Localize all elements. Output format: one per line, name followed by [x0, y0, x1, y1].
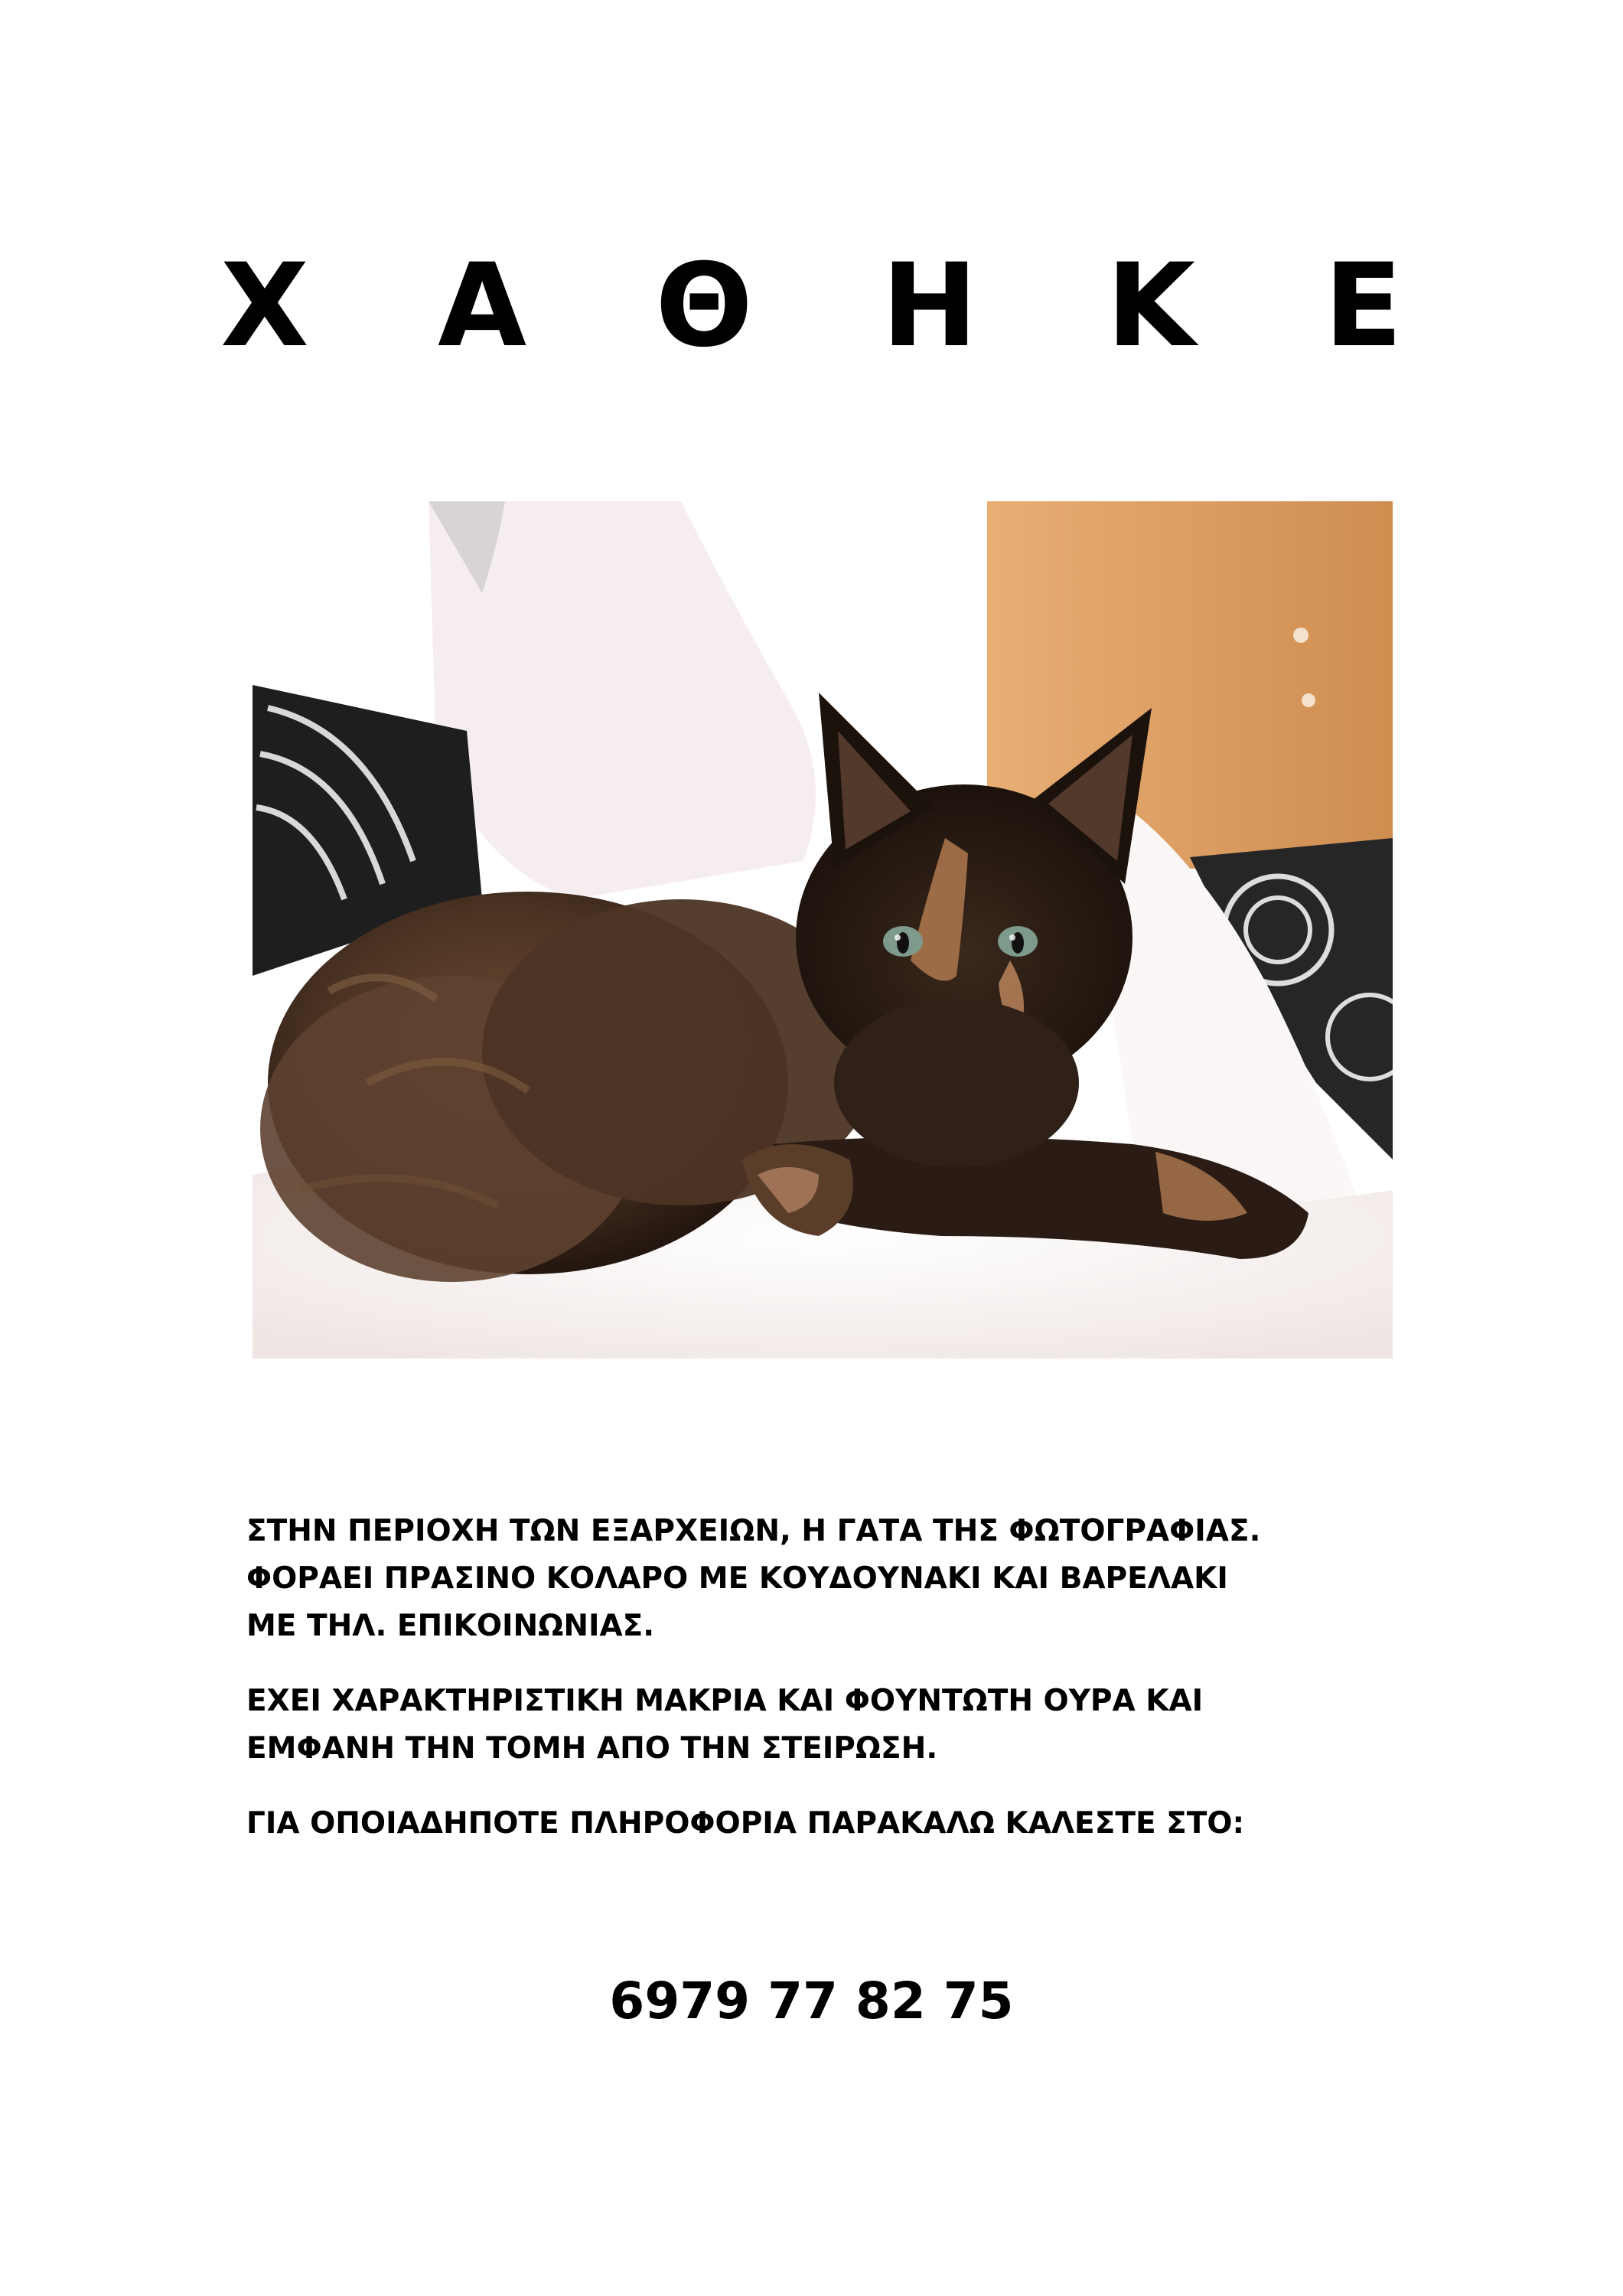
contact-phone: 6979 77 82 75 [609, 1971, 1014, 2030]
text-line: ΣΤΗΝ ΠΕΡΙΟΧΗ ΤΩΝ ΕΞΑΡΧΕΙΩΝ, Η ΓΑΤΑ ΤΗΣ ΦΩΤΟΓΡΑΦΙΑΣ. [246, 1514, 1261, 1548]
paragraph-contact [246, 1800, 1394, 1848]
text-line: ΦΟΡΑΕΙ ΠΡΑΣΙΝΟ ΚΟΛΑΡΟ ΜΕ ΚΟΥΔΟΥΝΑΚΙ ΚΑΙ ΒΑΡΕΛΑΚΙ [246, 1561, 1228, 1596]
headline-lost: Χ Α Θ Η Κ Ε [220, 240, 1447, 373]
description-text [246, 1508, 1394, 1875]
paragraph-location [246, 1508, 1394, 1650]
text-line: ΕΧΕΙ ΧΑΡΑΚΤΗΡΙΣΤΙΚΗ ΜΑΚΡΙΑ ΚΑΙ ΦΟΥΝΤΩΤΗ ΟΥΡΑ ΚΑΙ [246, 1684, 1204, 1718]
cat-photo [253, 501, 1393, 1358]
paragraph-features [246, 1678, 1394, 1773]
text-line: ΜΕ ΤΗΛ. ΕΠΙΚΟΙΝΩΝΙΑΣ. [246, 1609, 655, 1643]
text-line: ΕΜΦΑΝΗ ΤΗΝ ΤΟΜΗ ΑΠΟ ΤΗΝ ΣΤΕΙΡΩΣΗ. [246, 1731, 938, 1766]
text-line: ΓΙΑ ΟΠΟΙΑΔΗΠΟΤΕ ΠΛΗΡΟΦΟΡΙΑ ΠΑΡΑΚΑΛΩ ΚΑΛΕΣΤΕ ΣΤΟ: [246, 1806, 1245, 1841]
